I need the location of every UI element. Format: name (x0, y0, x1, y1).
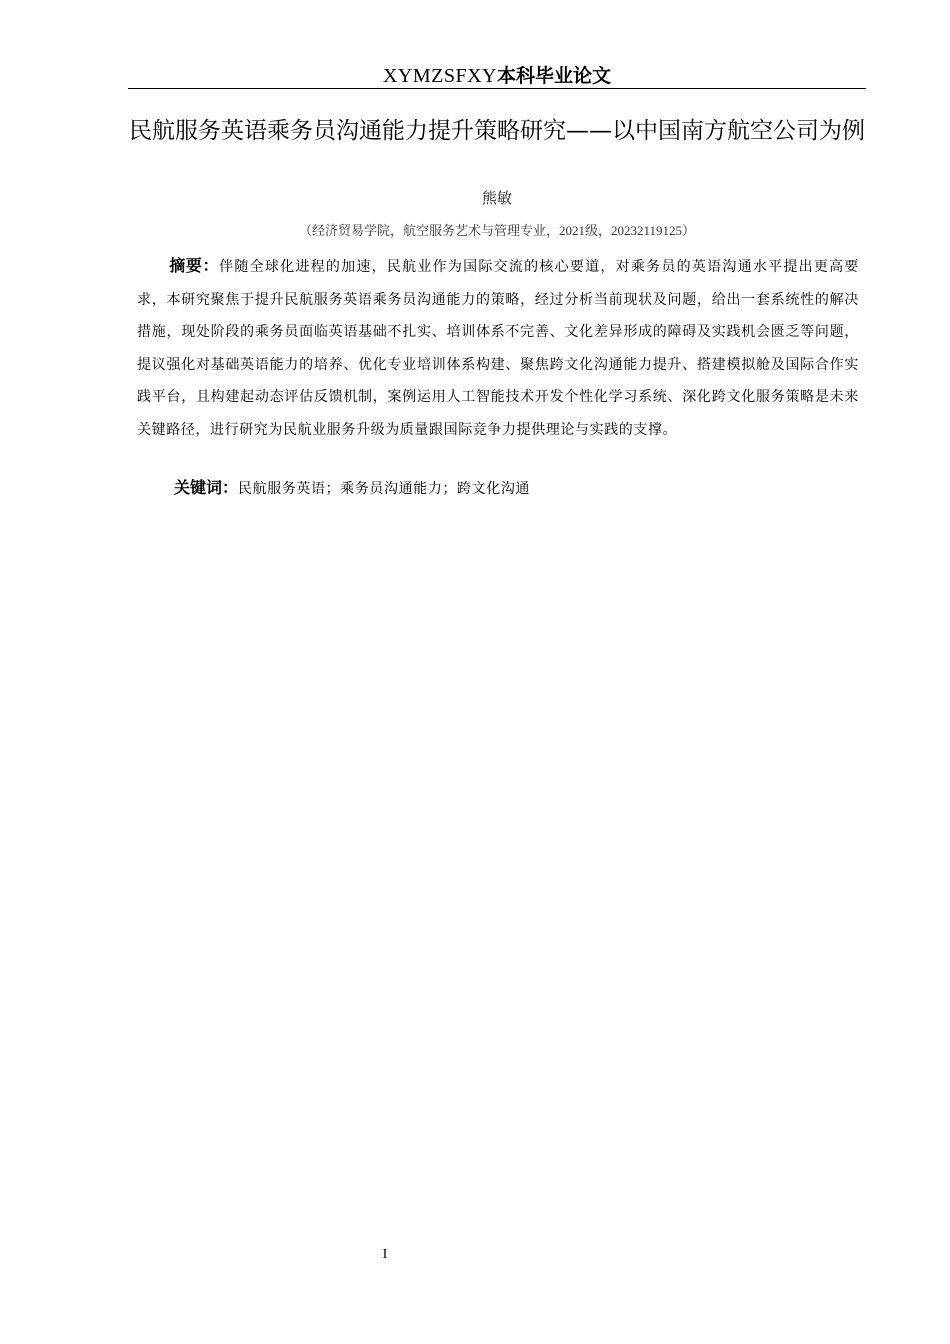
abstract-paragraph (137, 250, 859, 446)
keywords-line (174, 472, 859, 505)
header-divider (128, 88, 866, 89)
author-name: 熊敏 (481, 189, 512, 207)
header-school-code: XYMZSFXY (382, 65, 497, 87)
abstract-text: 伴随全球化进程的加速，民航业作为国际交流的核心要道，对乘务员的英语沟通水平提出更高要求，本研究聚焦于提升民航服务英语乘务员沟通能力的策略，经过分析当前现状及问题，给出一套系统性的解决措施，现处阶段的乘务员面临英语基础不扎实、培训体系不完善、文化差异形成的障碍及实践机会匮乏等问题，提议强化对基础英语能力的培养、优化专业培训体系构建、聚焦跨文化沟通能力提升、搭建模拟舱及国际合作实践平台，且构建起动态评估反馈机制，案例运用人工智能技术开发个性化学习系统、深化跨文化服务策略是未来关键路径，进行研究为民航业服务升级为质量跟国际竞争力提供理论与实践的支撑。 (137, 259, 859, 438)
keywords-label: 关键词： (174, 478, 239, 497)
running-header (128, 62, 866, 89)
page-number: I (382, 1247, 388, 1262)
paper-title: 民航服务英语乘务员沟通能力提升策略研究——以中国南方航空公司为例 (129, 118, 865, 144)
abstract-label: 摘要： (169, 256, 220, 275)
header-document-type: 本科毕业论文 (497, 65, 612, 87)
author-affiliation: （经济贸易学院，航空服务艺术与管理专业，2021级，20232119125） (298, 223, 696, 238)
keywords-text: 民航服务英语；乘务员沟通能力；跨文化沟通 (238, 481, 531, 497)
